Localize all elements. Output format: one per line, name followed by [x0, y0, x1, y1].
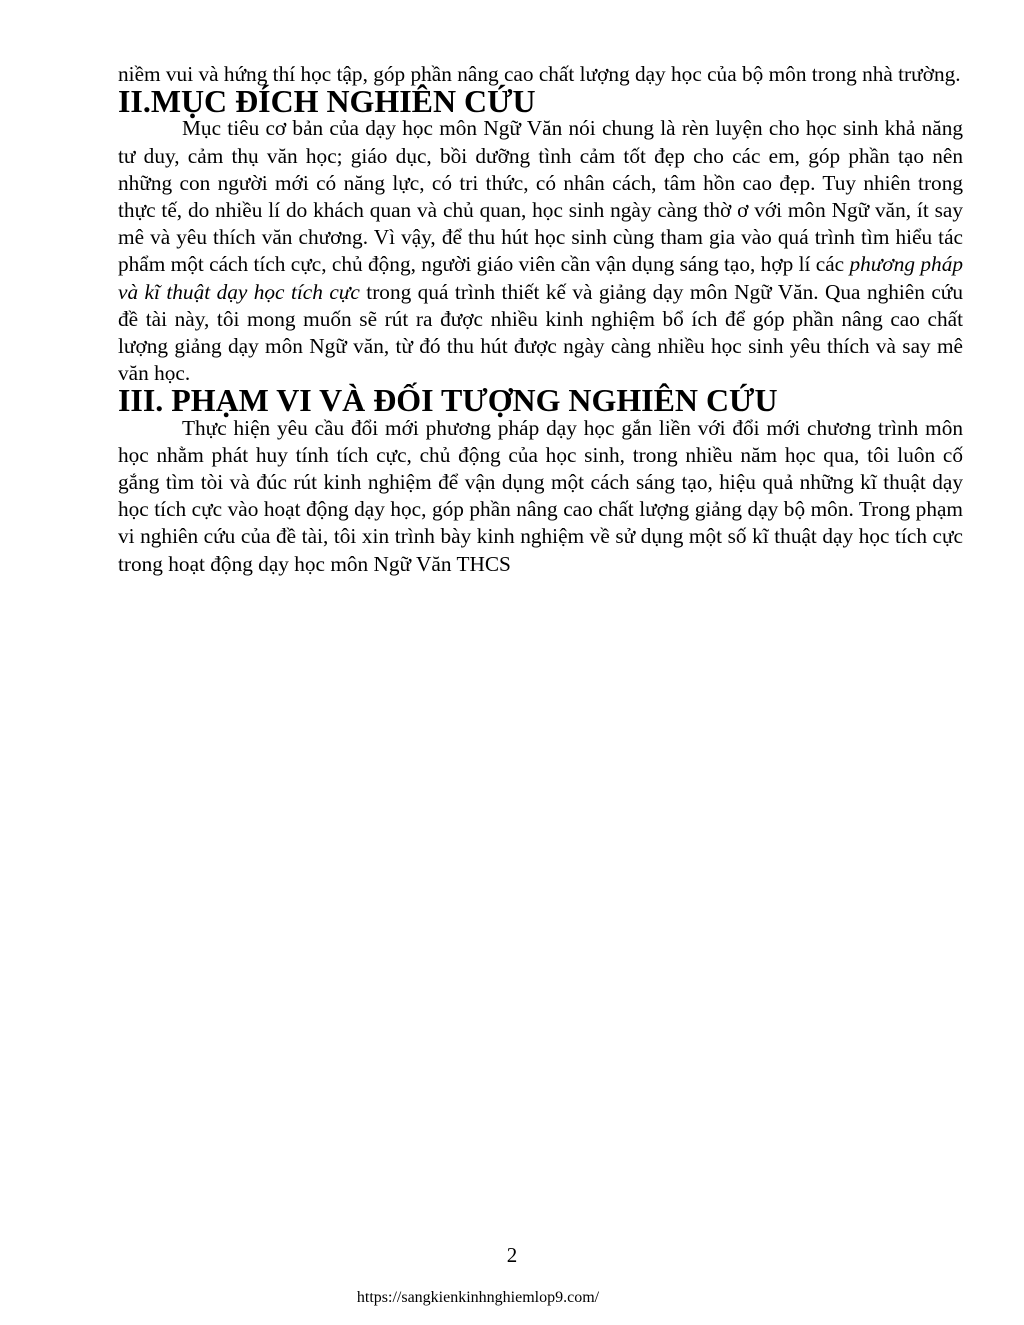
section-2-text-part2: trong quá trình thiết kế và giảng dạy môn Ngữ Văn. Qua nghiên cứu đề tài này, tôi mong muốn sẽ rút ra được nhiều kinh nghiệm bổ ích để góp phần nâng cao chất lượng giảng dạy môn Ngữ văn, từ đó thu hút được ngày càng nhiều học sinh yêu thích và say mê văn học. [118, 279, 963, 386]
section-2-heading: II.MỤC ĐÍCH NGHIÊN CỨU [118, 84, 536, 120]
section-2-paragraph [118, 115, 963, 387]
section-3-heading: III. PHẠM VI VÀ ĐỐI TƯỢNG NGHIÊN CỨU [118, 383, 778, 419]
footer-url[interactable]: https://sangkienkinhnghiemlop9.com/ [356, 1289, 600, 1306]
document-body [118, 61, 963, 578]
intro-paragraph: niềm vui và hứng thí học tập, góp phần nâng cao chất lượng dạy học của bộ môn trong nhà trường. [118, 62, 961, 86]
section-3-paragraph: Thực hiện yêu cầu đổi mới phương pháp dạy học gắn liền với đổi mới chương trình môn học nhằm phát huy tính tích cực, chủ động của học sinh, trong nhiều năm học qua, tôi luôn cố gắng tìm tòi và đúc rút kinh nghiệm để vận dụng một cách sáng tạo, hiệu quả những kĩ thuật dạy học tích cực vào hoạt động dạy học, góp phần nâng cao chất lượng giảng dạy bộ môn. Trong phạm vi nghiên cứu của đề tài, tôi xin trình bày kinh nghiệm về sử dụng một số kĩ thuật dạy học tích cực trong hoạt động dạy học môn Ngữ Văn THCS [118, 415, 963, 576]
page-number: 2 [506, 1243, 518, 1267]
section-2-italic-phrase: phương pháp và kĩ thuật dạy học tích cực [118, 252, 964, 304]
section-2-text-part1: Mục tiêu cơ bản của dạy học môn Ngữ Văn nói chung là rèn luyện cho học sinh khả năng tư duy, cảm thụ văn học; giáo dục, bồi dưỡng tình cảm tốt đẹp cho các em, góp phần tạo nên những con người mới có năng lực, có tri thức, có nhân cách, tâm hồn cao đẹp. Tuy nhiên trong thực tế, do nhiều lí do khách quan và chủ quan, học sinh ngày càng thờ ơ với môn Ngữ văn, ít say mê và yêu thích văn chương. Vì vậy, để thu hút học sinh cùng tham gia vào quá trình tìm hiểu tác phẩm một cách tích cực, chủ động, người giáo viên cần vận dụng sáng tạo, hợp lí các [118, 116, 963, 277]
